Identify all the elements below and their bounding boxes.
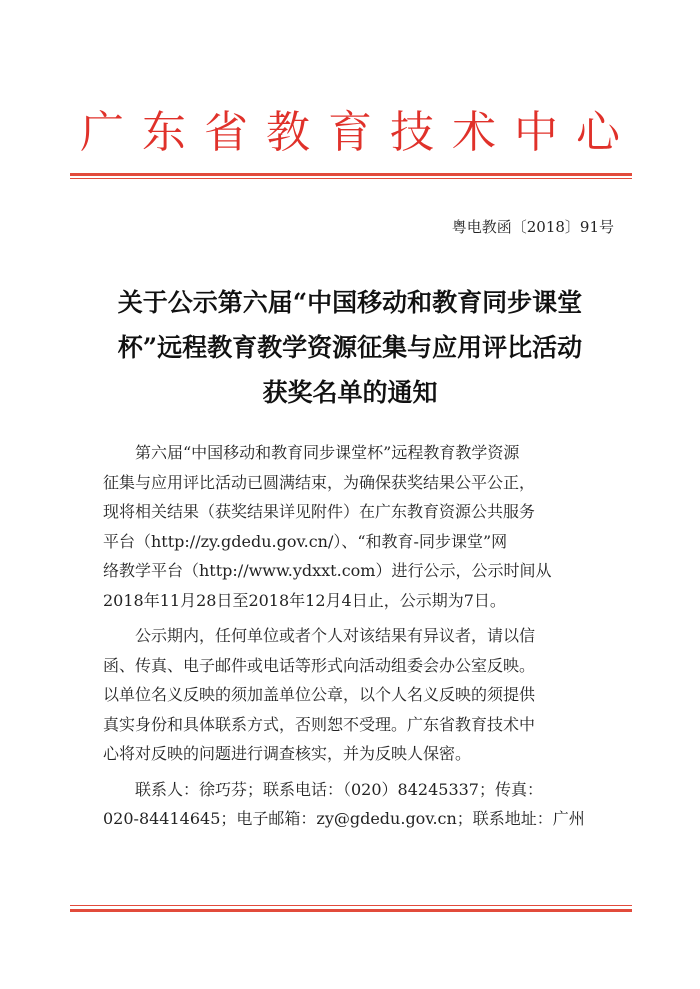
body-line: 020-84414645；电子邮箱：zy@gdedu.gov.cn；联系地址：广州	[103, 809, 585, 828]
organization-title: 广东省教育技术中心	[80, 107, 638, 158]
body-line: 络教学平台（http://www.ydxxt.com）进行公示，公示时间从	[103, 561, 552, 580]
body-line: 现将相关结果（获奖结果详见附件）在广东教育资源公共服务	[103, 502, 536, 521]
body-line: 公示期内，任何单位或者个人对该结果有异议者，请以信	[135, 626, 536, 645]
body-line: 心将对反映的问题进行调查核实，并为反映人保密。	[103, 744, 472, 763]
body-line: 第六届“中国移动和教育同步课堂杯”远程教育教学资源	[135, 443, 520, 462]
body-line: 征集与应用评比活动已圆满结束，为确保获奖结果公平公正，	[103, 472, 536, 492]
notice-headline	[90, 280, 610, 415]
header-rule-thin	[70, 178, 632, 179]
body-line: 真实身份和具体联系方式，否则恕不受理。广东省教育技术中	[103, 714, 536, 734]
notice-body	[103, 438, 603, 834]
footer-rule-thin	[70, 905, 632, 906]
footer-rule-thick	[70, 909, 632, 912]
body-line: 函、传真、电子邮件或电话等形式向活动组委会办公室反映。	[103, 655, 536, 675]
body-line: 2018年11月28日至2018年12月4日止，公示期为7日。	[103, 590, 506, 610]
body-line: 以单位名义反映的须加盖单位公章，以个人名义反映的须提供	[103, 685, 536, 704]
body-line: 联系人：徐巧芬；联系电话：（020）84245337；传真：	[135, 779, 543, 799]
body-line: 平台（http://zy.gdedu.gov.cn/）、“和教育-同步课堂”网	[103, 531, 508, 551]
headline-line: 杯”远程教育教学资源征集与应用评比活动	[117, 333, 583, 362]
paragraph-contact	[103, 775, 603, 834]
header-rule-thick	[70, 173, 632, 176]
document-number: 粤电教函〔2018〕91号	[451, 218, 614, 236]
headline-line: 关于公示第六届“中国移动和教育同步课堂	[117, 288, 583, 317]
paragraph-announcement	[103, 438, 603, 615]
paragraph-objections	[103, 621, 603, 769]
headline-line: 获奖名单的通知	[262, 378, 438, 407]
